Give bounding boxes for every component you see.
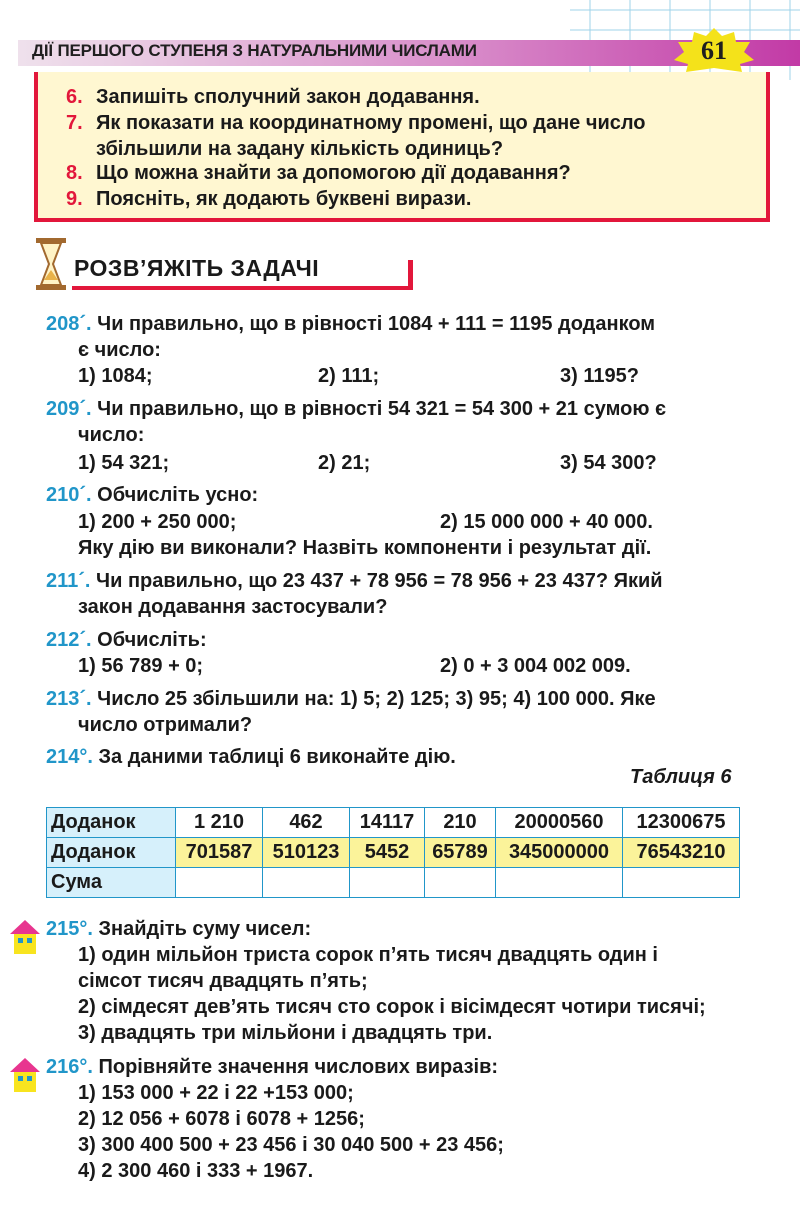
problem-210-opt1: 1) 200 + 250 000; bbox=[78, 511, 237, 533]
question-9: 9. Поясніть, як додають буквені вирази. bbox=[66, 188, 472, 210]
page-number: 61 bbox=[701, 36, 727, 65]
table-caption: Таблиця 6 bbox=[630, 766, 732, 788]
problem-212-opt1: 1) 56 789 + 0; bbox=[78, 655, 204, 677]
problem-209-opt2: 2) 21; bbox=[318, 452, 371, 474]
table-cell: 76543210 bbox=[623, 838, 740, 868]
problem-210-line3: Яку дію ви виконали? Назвіть компоненти і результат дії. bbox=[78, 537, 652, 559]
table-row bbox=[47, 868, 740, 898]
problem-216: 216°. Порівняйте значення числових виразів: bbox=[46, 1056, 499, 1078]
row-label: Сума bbox=[47, 868, 176, 898]
table-cell: 5452 bbox=[350, 838, 425, 868]
problem-208-opt2: 2) 111; bbox=[318, 365, 380, 387]
problem-208-opt3: 3) 1195? bbox=[560, 365, 639, 387]
problem-215-line4: 3) двадцять три мільйони і двадцять три. bbox=[78, 1022, 493, 1044]
table-6 bbox=[46, 807, 740, 898]
problem-210: 210´. Обчисліть усно: bbox=[46, 484, 259, 506]
table-cell: 462 bbox=[263, 808, 350, 838]
problem-216-line3: 3) 300 400 500 + 23 456 і 30 040 500 + 23 456; bbox=[78, 1134, 504, 1156]
problem-208-opt1: 1) 1084; bbox=[78, 365, 153, 387]
table-cell bbox=[176, 868, 263, 898]
table-row bbox=[47, 808, 740, 838]
table-cell: 12300675 bbox=[623, 808, 740, 838]
problem-209-line2: число: bbox=[78, 424, 145, 446]
table-cell bbox=[263, 868, 350, 898]
problem-209-opt1: 1) 54 321; bbox=[78, 452, 170, 474]
problem-216-line2: 2) 12 056 + 6078 і 6078 + 1256; bbox=[78, 1108, 365, 1130]
table-cell: 345000000 bbox=[496, 838, 623, 868]
chapter-title: ДІЇ ПЕРШОГО СТУПЕНЯ З НАТУРАЛЬНИМИ ЧИСЛАМИ bbox=[32, 41, 477, 60]
table-cell bbox=[425, 868, 496, 898]
table-cell: 65789 bbox=[425, 838, 496, 868]
table-cell bbox=[623, 868, 740, 898]
problem-212-opt2: 2) 0 + 3 004 002 009. bbox=[440, 655, 631, 677]
problem-213-line2: число отримали? bbox=[78, 714, 253, 736]
question-7: 7. Як показати на координатному промені, що дане число bbox=[66, 112, 646, 134]
problem-214: 214°. За даними таблиці 6 виконайте дію. bbox=[46, 746, 456, 768]
table-cell bbox=[350, 868, 425, 898]
table-cell: 14117 bbox=[350, 808, 425, 838]
problem-211-line2: закон додавання застосували? bbox=[78, 596, 388, 618]
problem-215-line3: 2) сімдесят дев’ять тисяч сто сорок і вісімдесят чотири тисячі; bbox=[78, 996, 706, 1018]
row-label: Доданок bbox=[47, 808, 176, 838]
problem-215-line2: сімсот тисяч двадцять п’ять; bbox=[78, 970, 368, 992]
problem-216-line1: 1) 153 000 + 22 і 22 +153 000; bbox=[78, 1082, 354, 1104]
page-number-badge bbox=[672, 26, 756, 74]
table-cell bbox=[496, 868, 623, 898]
problem-208: 208´. Чи правильно, що в рівності 1084 + 111 = 1195 доданком bbox=[46, 313, 656, 335]
problem-209-opt3: 3) 54 300? bbox=[560, 452, 657, 474]
table-cell: 210 bbox=[425, 808, 496, 838]
homework-house-icon bbox=[8, 1056, 42, 1094]
section-title: РОЗВ’ЯЖІТЬ ЗАДАЧІ bbox=[74, 255, 320, 281]
table-cell: 20000560 bbox=[496, 808, 623, 838]
problem-216-line4: 4) 2 300 460 і 333 + 1967. bbox=[78, 1160, 314, 1182]
problem-210-opt2: 2) 15 000 000 + 40 000. bbox=[440, 511, 653, 533]
table-cell: 701587 bbox=[176, 838, 263, 868]
question-8: 8. Що можна знайти за допомогою дії додавання? bbox=[66, 162, 571, 184]
homework-house-icon bbox=[8, 918, 42, 956]
row-label: Доданок bbox=[47, 838, 176, 868]
question-7-line2: збільшили на задану кількість одиниць? bbox=[96, 138, 504, 160]
problem-209: 209´. Чи правильно, що в рівності 54 321 = 54 300 + 21 сумою є bbox=[46, 398, 666, 420]
problem-215-line1: 1) один мільйон триста сорок п’ять тисяч двадцять один і bbox=[78, 944, 658, 966]
hourglass-icon bbox=[34, 236, 68, 292]
question-6: 6. Запишіть сполучний закон додавання. bbox=[66, 86, 480, 108]
problem-213: 213´. Число 25 збільшили на: 1) 5; 2) 125; 3) 95; 4) 100 000. Яке bbox=[46, 688, 656, 710]
table-cell: 510123 bbox=[263, 838, 350, 868]
problem-215: 215°. Знайдіть суму чисел: bbox=[46, 918, 312, 940]
problem-211: 211´. Чи правильно, що 23 437 + 78 956 = 78 956 + 23 437? Який bbox=[46, 570, 663, 592]
problem-208-line2: є число: bbox=[78, 339, 161, 361]
table-row bbox=[47, 838, 740, 868]
section-divider bbox=[408, 260, 413, 290]
table-cell: 1 210 bbox=[176, 808, 263, 838]
problem-212: 212´. Обчисліть: bbox=[46, 629, 207, 651]
section-underline bbox=[72, 286, 412, 290]
